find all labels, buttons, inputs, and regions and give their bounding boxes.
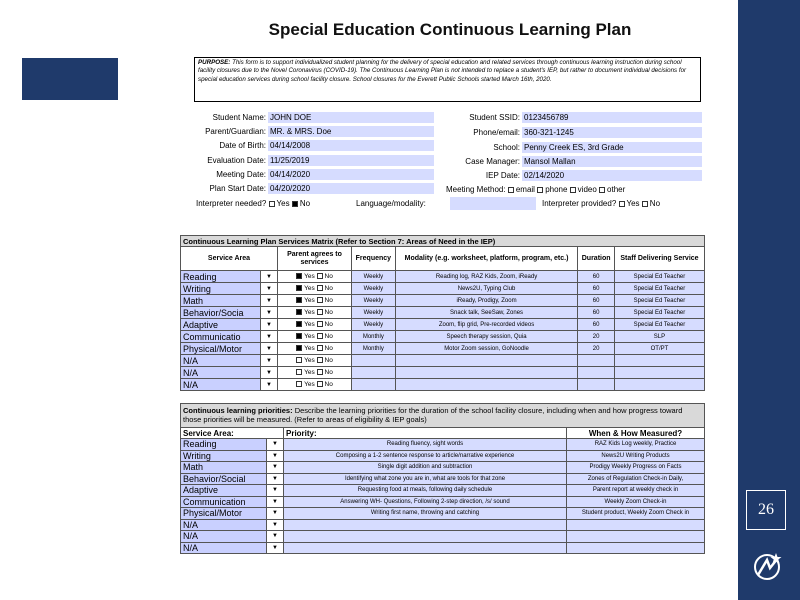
- iep-date-field[interactable]: 02/14/2020: [522, 170, 702, 181]
- matrix-row: [181, 355, 705, 367]
- method-other-label: other: [607, 185, 626, 194]
- agree-no-label: No: [324, 273, 333, 280]
- chevron-down-icon[interactable]: ▼: [267, 439, 284, 451]
- chevron-down-icon[interactable]: ▼: [267, 462, 284, 474]
- interp-provided-yes-label: Yes: [626, 199, 640, 208]
- agree-no-checkbox[interactable]: [317, 333, 323, 339]
- interp-needed-yes-label: Yes: [276, 199, 290, 208]
- priority-text[interactable]: Composing a 1-2 sentence response to article/narrative experience: [284, 450, 567, 462]
- matrix-area-select[interactable]: N/A: [181, 355, 261, 367]
- chevron-down-icon[interactable]: ▼: [267, 531, 284, 543]
- chevron-down-icon[interactable]: ▼: [261, 283, 278, 295]
- ssid-field[interactable]: 0123456789: [522, 112, 702, 123]
- parent-agree-cell: [278, 331, 352, 343]
- matrix-frequency[interactable]: [352, 379, 396, 391]
- matrix-area-select[interactable]: Writing: [181, 283, 261, 295]
- purpose-text: This form is to support individualized student planning for the delivery of special education and related services through continuous learning instruction during school facility closures due to the Novel Coronavirus (COVID-19). The Continuous Learning Plan is not intended to replace a student's IEP, but rather to document individual decisions for special education services during school facility closure. School closures for the Everett Public Schools started March 16th, 2020.: [198, 59, 687, 83]
- priority-row: [181, 531, 705, 543]
- agree-yes-checkbox[interactable]: [296, 273, 302, 279]
- priority-area-select[interactable]: Physical/Motor: [181, 508, 267, 520]
- method-email-checkbox[interactable]: [508, 187, 514, 193]
- priority-row: [181, 485, 705, 497]
- matrix-area-select[interactable]: Behavior/Socia: [181, 307, 261, 319]
- matrix-row: [181, 343, 705, 355]
- priority-area-select[interactable]: Math: [181, 462, 267, 474]
- matrix-staff[interactable]: Special Ed Teacher: [614, 295, 704, 307]
- matrix-duration[interactable]: 20: [578, 331, 615, 343]
- agree-no-label: No: [324, 285, 333, 292]
- case-manager-field[interactable]: Mansol Mallan: [522, 156, 702, 167]
- parent-agree-cell: [278, 367, 352, 379]
- priorities-caption: [181, 404, 705, 428]
- priority-area-select[interactable]: Communication: [181, 496, 267, 508]
- priority-text[interactable]: [284, 519, 567, 531]
- agree-yes-checkbox[interactable]: [296, 345, 302, 351]
- services-matrix: [180, 235, 705, 391]
- method-phone-label: phone: [545, 185, 568, 194]
- school-logo-icon: [748, 548, 786, 586]
- parent-agree-cell: [278, 319, 352, 331]
- matrix-row: [181, 379, 705, 391]
- agree-yes-label: Yes: [304, 321, 315, 328]
- chevron-down-icon[interactable]: ▼: [261, 379, 278, 391]
- matrix-area-select[interactable]: Reading: [181, 271, 261, 283]
- priority-row: [181, 519, 705, 531]
- priority-text[interactable]: [284, 531, 567, 543]
- method-video-checkbox[interactable]: [570, 187, 576, 193]
- interpreter-provided-label: Interpreter provided?: [542, 199, 617, 208]
- priority-text[interactable]: Writing first name, throwing and catching: [284, 508, 567, 520]
- interp-provided-yes-checkbox[interactable]: [619, 201, 625, 207]
- guardian-label: Parent/Guardian:: [205, 127, 266, 136]
- priority-text[interactable]: Answering WH- Questions, Following 2-step direction, /s/ sound: [284, 496, 567, 508]
- matrix-duration[interactable]: 60: [578, 271, 615, 283]
- matrix-modality[interactable]: [395, 367, 578, 379]
- page-title: Special Education Continuous Learning Plan: [268, 20, 632, 39]
- matrix-staff[interactable]: Special Ed Teacher: [614, 307, 704, 319]
- matrix-caption: Continuous Learning Plan Services Matrix (Refer to Section 7: Areas of Need in the IEP): [181, 236, 705, 247]
- agree-yes-checkbox[interactable]: [296, 369, 302, 375]
- chevron-down-icon[interactable]: ▼: [267, 473, 284, 485]
- phone-label: Phone/email:: [473, 128, 520, 137]
- plan-start-field[interactable]: 04/20/2020: [268, 183, 434, 194]
- matrix-area-select[interactable]: Communicatio: [181, 331, 261, 343]
- eval-date-label: Evaluation Date:: [207, 156, 266, 165]
- priority-row: [181, 508, 705, 520]
- interp-needed-yes-checkbox[interactable]: [269, 201, 275, 207]
- matrix-staff[interactable]: [614, 379, 704, 391]
- chevron-down-icon[interactable]: ▼: [261, 367, 278, 379]
- priorities-caption-text: Describe the learning priorities for the duration of the school facility closure, including when and how progress toward those priorities will be measured. (Refer to areas of eligibility & IEP goals): [183, 405, 683, 424]
- priority-measured[interactable]: [567, 531, 705, 543]
- agree-no-label: No: [324, 357, 333, 364]
- priority-text[interactable]: Reading fluency, sight words: [284, 439, 567, 451]
- priority-measured[interactable]: [567, 519, 705, 531]
- method-video-label: video: [577, 185, 597, 194]
- matrix-modality[interactable]: Reading log, RAZ Kids, Zoom, iReady: [395, 271, 578, 283]
- matrix-header-modality: Modality (e.g. worksheet, platform, program, etc.): [395, 247, 578, 271]
- matrix-header-service-area: Service Area: [181, 247, 278, 271]
- matrix-modality[interactable]: Speech therapy session, Quia: [395, 331, 578, 343]
- matrix-area-select[interactable]: Math: [181, 295, 261, 307]
- matrix-staff[interactable]: OT/PT: [614, 343, 704, 355]
- priority-text[interactable]: Identifying what zone you are in, what are tools for that zone: [284, 473, 567, 485]
- meeting-date-field[interactable]: 04/14/2020: [268, 169, 434, 180]
- priority-area-select[interactable]: Adaptive: [181, 485, 267, 497]
- priorities-header-measured: When & How Measured?: [567, 428, 705, 439]
- priority-measured[interactable]: RAZ Kids Log weekly, Practice: [567, 439, 705, 451]
- matrix-frequency[interactable]: [352, 355, 396, 367]
- chevron-down-icon[interactable]: ▼: [267, 542, 284, 554]
- interp-provided-no-label: No: [649, 199, 661, 208]
- page-number: 26: [746, 490, 786, 530]
- priorities-caption-bold: Continuous learning priorities:: [183, 405, 293, 415]
- eval-date-field[interactable]: 11/25/2019: [268, 155, 434, 166]
- matrix-modality[interactable]: Zoom, flip grid, Pre-recorded videos: [395, 319, 578, 331]
- matrix-staff[interactable]: Special Ed Teacher: [614, 271, 704, 283]
- chevron-down-icon[interactable]: ▼: [267, 450, 284, 462]
- matrix-modality[interactable]: News2U, Typing Club: [395, 283, 578, 295]
- matrix-header-frequency: Frequency: [352, 247, 396, 271]
- matrix-area-select[interactable]: Physical/Motor: [181, 343, 261, 355]
- agree-no-checkbox[interactable]: [317, 297, 323, 303]
- agree-yes-checkbox[interactable]: [296, 357, 302, 363]
- agree-no-checkbox[interactable]: [317, 321, 323, 327]
- agree-yes-label: Yes: [304, 333, 315, 340]
- matrix-duration[interactable]: 60: [578, 307, 615, 319]
- agree-yes-checkbox[interactable]: [296, 321, 302, 327]
- priority-measured[interactable]: Parent report at weekly check in: [567, 485, 705, 497]
- chevron-down-icon[interactable]: ▼: [261, 271, 278, 283]
- agree-yes-label: Yes: [304, 345, 315, 352]
- agree-no-label: No: [324, 381, 333, 388]
- matrix-header-parent-agrees: Parent agrees to services: [278, 247, 352, 271]
- guardian-field[interactable]: MR. & MRS. Doe: [268, 126, 434, 137]
- priority-measured[interactable]: [567, 542, 705, 554]
- agree-no-label: No: [324, 345, 333, 352]
- agree-yes-checkbox[interactable]: [296, 309, 302, 315]
- matrix-staff[interactable]: Special Ed Teacher: [614, 283, 704, 295]
- method-phone-checkbox[interactable]: [537, 187, 543, 193]
- agree-no-checkbox[interactable]: [317, 357, 323, 363]
- student-name-label: Student Name:: [212, 113, 266, 122]
- agree-no-label: No: [324, 369, 333, 376]
- matrix-row: [181, 331, 705, 343]
- matrix-modality[interactable]: Motor Zoom session, GoNoodle: [395, 343, 578, 355]
- chevron-down-icon[interactable]: ▼: [267, 485, 284, 497]
- priority-row: [181, 439, 705, 451]
- agree-no-label: No: [324, 333, 333, 340]
- agree-yes-label: Yes: [304, 309, 315, 316]
- matrix-frequency[interactable]: [352, 367, 396, 379]
- matrix-row: [181, 319, 705, 331]
- matrix-duration[interactable]: [578, 367, 615, 379]
- method-email-label: email: [515, 185, 535, 194]
- chevron-down-icon[interactable]: ▼: [261, 331, 278, 343]
- priority-measured[interactable]: News2U Writing Products: [567, 450, 705, 462]
- matrix-staff[interactable]: SLP: [614, 331, 704, 343]
- agree-no-checkbox[interactable]: [317, 369, 323, 375]
- agree-yes-label: Yes: [304, 273, 315, 280]
- matrix-frequency[interactable]: Weekly: [352, 295, 396, 307]
- chevron-down-icon[interactable]: ▼: [267, 496, 284, 508]
- dob-label: Date of Birth:: [219, 141, 266, 150]
- chevron-down-icon[interactable]: ▼: [261, 295, 278, 307]
- school-label: School:: [493, 143, 520, 152]
- matrix-staff[interactable]: Special Ed Teacher: [614, 319, 704, 331]
- meeting-method-label: Meeting Method:: [446, 185, 506, 194]
- matrix-frequency[interactable]: Weekly: [352, 271, 396, 283]
- matrix-modality[interactable]: iReady, Prodigy, Zoom: [395, 295, 578, 307]
- priority-area-select[interactable]: Reading: [181, 439, 267, 451]
- priority-measured[interactable]: Prodigy Weekly Progress on Facts: [567, 462, 705, 474]
- priority-area-select[interactable]: Behavior/Social: [181, 473, 267, 485]
- decorative-blue-block: [22, 58, 118, 100]
- interp-provided-no-checkbox[interactable]: [642, 201, 648, 207]
- ssid-label: Student SSID:: [469, 113, 520, 122]
- phone-field[interactable]: 360-321-1245: [522, 127, 702, 138]
- matrix-row: [181, 283, 705, 295]
- priorities-header-area: Service Area:: [181, 428, 284, 439]
- chevron-down-icon[interactable]: ▼: [261, 355, 278, 367]
- iep-date-label: IEP Date:: [485, 171, 520, 180]
- interp-needed-no-label: No: [299, 199, 311, 208]
- dob-field[interactable]: 04/14/2008: [268, 140, 434, 151]
- matrix-duration[interactable]: 60: [578, 319, 615, 331]
- matrix-staff[interactable]: [614, 355, 704, 367]
- agree-yes-checkbox[interactable]: [296, 333, 302, 339]
- agree-no-checkbox[interactable]: [317, 381, 323, 387]
- meeting-method: [446, 185, 625, 194]
- priority-area-select[interactable]: Writing: [181, 450, 267, 462]
- priorities-header-priority: Priority:: [284, 428, 567, 439]
- language-modality-field[interactable]: [450, 197, 536, 210]
- matrix-row: [181, 367, 705, 379]
- priority-row: [181, 450, 705, 462]
- parent-agree-cell: [278, 283, 352, 295]
- parent-agree-cell: [278, 355, 352, 367]
- parent-agree-cell: [278, 295, 352, 307]
- priority-area-select[interactable]: N/A: [181, 519, 267, 531]
- agree-yes-checkbox[interactable]: [296, 285, 302, 291]
- matrix-frequency[interactable]: Monthly: [352, 331, 396, 343]
- meeting-date-label: Meeting Date:: [216, 170, 266, 179]
- priority-area-select[interactable]: N/A: [181, 542, 267, 554]
- matrix-area-select[interactable]: N/A: [181, 379, 261, 391]
- matrix-staff[interactable]: [614, 367, 704, 379]
- priorities-table: [180, 403, 705, 554]
- matrix-area-select[interactable]: N/A: [181, 367, 261, 379]
- matrix-frequency[interactable]: Weekly: [352, 283, 396, 295]
- purpose-label: PURPOSE:: [198, 59, 231, 66]
- matrix-area-select[interactable]: Adaptive: [181, 319, 261, 331]
- priority-row: [181, 542, 705, 554]
- matrix-header-duration: Duration: [578, 247, 615, 271]
- chevron-down-icon[interactable]: ▼: [267, 508, 284, 520]
- priority-measured[interactable]: Zones of Regulation Check-in Daily,: [567, 473, 705, 485]
- agree-yes-label: Yes: [304, 369, 315, 376]
- agree-yes-label: Yes: [304, 381, 315, 388]
- agree-yes-label: Yes: [304, 297, 315, 304]
- purpose-box: [194, 57, 701, 102]
- chevron-down-icon[interactable]: ▼: [261, 343, 278, 355]
- parent-agree-cell: [278, 307, 352, 319]
- priority-measured[interactable]: Weekly Zoom Check-in: [567, 496, 705, 508]
- case-manager-label: Case Manager:: [465, 157, 520, 166]
- agree-no-label: No: [324, 297, 333, 304]
- agree-no-checkbox[interactable]: [317, 285, 323, 291]
- priority-measured[interactable]: Student product, Weekly Zoom Check in: [567, 508, 705, 520]
- agree-yes-label: Yes: [304, 357, 315, 364]
- matrix-modality[interactable]: [395, 379, 578, 391]
- priority-text[interactable]: [284, 542, 567, 554]
- priority-text[interactable]: Single digit addition and subtraction: [284, 462, 567, 474]
- parent-agree-cell: [278, 271, 352, 283]
- agree-no-checkbox[interactable]: [317, 273, 323, 279]
- priority-text[interactable]: Requesting food at meals, following daily schedule: [284, 485, 567, 497]
- agree-yes-checkbox[interactable]: [296, 381, 302, 387]
- matrix-row: [181, 295, 705, 307]
- chevron-down-icon[interactable]: ▼: [267, 519, 284, 531]
- matrix-modality[interactable]: [395, 355, 578, 367]
- parent-agree-cell: [278, 379, 352, 391]
- priority-row: [181, 473, 705, 485]
- matrix-duration[interactable]: 60: [578, 283, 615, 295]
- agree-no-checkbox[interactable]: [317, 345, 323, 351]
- agree-no-label: No: [324, 321, 333, 328]
- matrix-duration[interactable]: [578, 379, 615, 391]
- interpreter-needed: [196, 199, 310, 208]
- agree-no-label: No: [324, 309, 333, 316]
- matrix-duration[interactable]: [578, 355, 615, 367]
- priority-row: [181, 496, 705, 508]
- matrix-modality[interactable]: Snack talk, SeeSaw, Zones: [395, 307, 578, 319]
- plan-start-label: Plan Start Date:: [209, 184, 266, 193]
- method-other-checkbox[interactable]: [599, 187, 605, 193]
- chevron-down-icon[interactable]: ▼: [261, 307, 278, 319]
- agree-no-checkbox[interactable]: [317, 309, 323, 315]
- school-field[interactable]: Penny Creek ES, 3rd Grade: [522, 142, 702, 153]
- priority-area-select[interactable]: N/A: [181, 531, 267, 543]
- matrix-frequency[interactable]: Weekly: [352, 319, 396, 331]
- interp-needed-no-checkbox[interactable]: [292, 201, 298, 207]
- matrix-duration[interactable]: 20: [578, 343, 615, 355]
- interpreter-provided: [542, 199, 660, 208]
- matrix-row: [181, 307, 705, 319]
- language-modality-label: Language/modality:: [356, 199, 426, 208]
- matrix-frequency[interactable]: Weekly: [352, 307, 396, 319]
- student-name-field[interactable]: JOHN DOE: [268, 112, 434, 123]
- matrix-header-staff: Staff Delivering Service: [614, 247, 704, 271]
- parent-agree-cell: [278, 343, 352, 355]
- agree-yes-label: Yes: [304, 285, 315, 292]
- matrix-row: [181, 271, 705, 283]
- agree-yes-checkbox[interactable]: [296, 297, 302, 303]
- chevron-down-icon[interactable]: ▼: [261, 319, 278, 331]
- priority-row: [181, 462, 705, 474]
- matrix-frequency[interactable]: Monthly: [352, 343, 396, 355]
- interpreter-needed-label: Interpreter needed?: [196, 199, 267, 208]
- matrix-duration[interactable]: 60: [578, 295, 615, 307]
